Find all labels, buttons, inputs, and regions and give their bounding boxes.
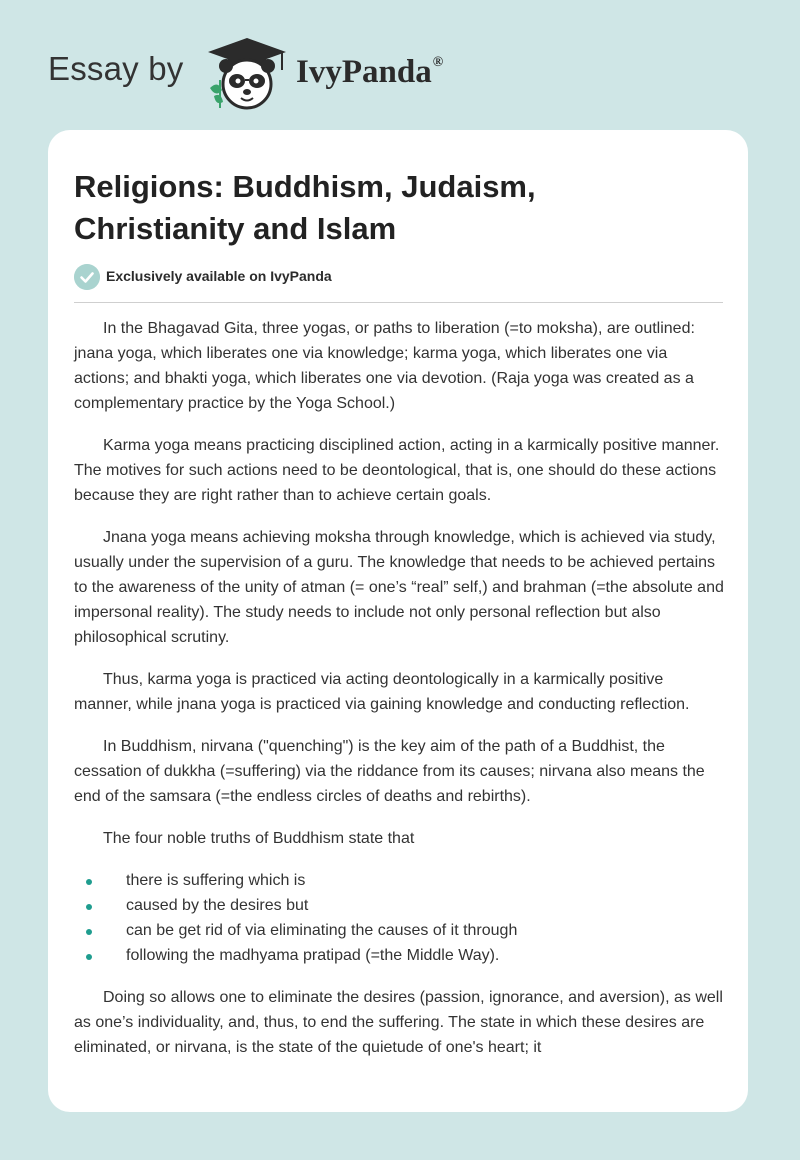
- paragraph: In the Bhagavad Gita, three yogas, or paths to liberation (=to moksha), are outlined: jnana yoga, which liberates one via knowledge; karma yoga, which liberates one via actions; and bhakti yoga, which liberates one via devotion. (Raja yoga was created as a complementary practice by the Yoga School.): [74, 320, 695, 412]
- list-item-text: following the madhyama pratipad (=the Middle Way).: [126, 947, 500, 964]
- brand-name[interactable]: [296, 54, 443, 91]
- panda-logo-icon[interactable]: [204, 36, 290, 112]
- paragraph: The four noble truths of Buddhism state that: [103, 830, 415, 847]
- bullet-icon: [86, 954, 92, 960]
- title-divider: [74, 302, 723, 303]
- paragraph: Doing so allows one to eliminate the desires (passion, ignorance, and aversion), as well as one’s individuality, and, thus, to end the suffering. The state in which these desires are eliminated, or nirvana, is the state of the quietude of one's heart; it: [74, 989, 723, 1056]
- essay-card: [48, 130, 748, 1112]
- paragraph: Jnana yoga means achieving moksha through knowledge, which is achieved via study, usually under the supervision of a guru. The knowledge that needs to be achieved pertains to the awareness of the unity of atman (= one’s “real” self,) and brahman (=the absolute and impersonal reality). The study needs to include not only personal reflection but also philosophical scrutiny.: [74, 529, 724, 646]
- list-item-text: can be get rid of via eliminating the causes of it through: [126, 922, 518, 939]
- exclusive-badge-label: Exclusively available on IvyPanda: [106, 268, 332, 284]
- bullet-icon: [86, 929, 92, 935]
- list-item: [74, 918, 724, 943]
- list-item-text: caused by the desires but: [126, 897, 309, 914]
- paragraph: Thus, karma yoga is practiced via acting deontologically in a karmically positive manner, while jnana yoga is practiced via gaining knowledge and conducting reflection.: [74, 671, 690, 713]
- bullet-icon: [86, 904, 92, 910]
- check-circle-icon: [74, 264, 100, 290]
- brand-text: IvyPanda: [296, 54, 432, 90]
- bullet-icon: [86, 879, 92, 885]
- list-item-text: there is suffering which is: [126, 872, 306, 889]
- essay-body: [74, 316, 724, 1077]
- paragraph: In Buddhism, nirvana ("quenching") is the key aim of the path of a Buddhist, the cessation of dukkha (=suffering) via the riddance from its causes; nirvana also means the end of the samsara (=the endless circles of deaths and rebirths).: [74, 738, 705, 805]
- list-item: [74, 868, 724, 893]
- registered-mark: ®: [432, 55, 444, 70]
- exclusive-badge: [74, 264, 714, 290]
- site-header: [48, 36, 568, 112]
- essay-title: Religions: Buddhism, Judaism, Christianity and Islam: [74, 169, 536, 246]
- list-item: [74, 893, 724, 918]
- list-item: [74, 943, 724, 968]
- paragraph: Karma yoga means practicing disciplined action, acting in a karmically positive manner. The motives for such actions need to be deontological, that is, one should do these actions because they are right rather than to achieve certain goals.: [74, 437, 720, 504]
- essay-by-label: Essay by: [48, 50, 184, 87]
- noble-truths-list: [74, 868, 724, 968]
